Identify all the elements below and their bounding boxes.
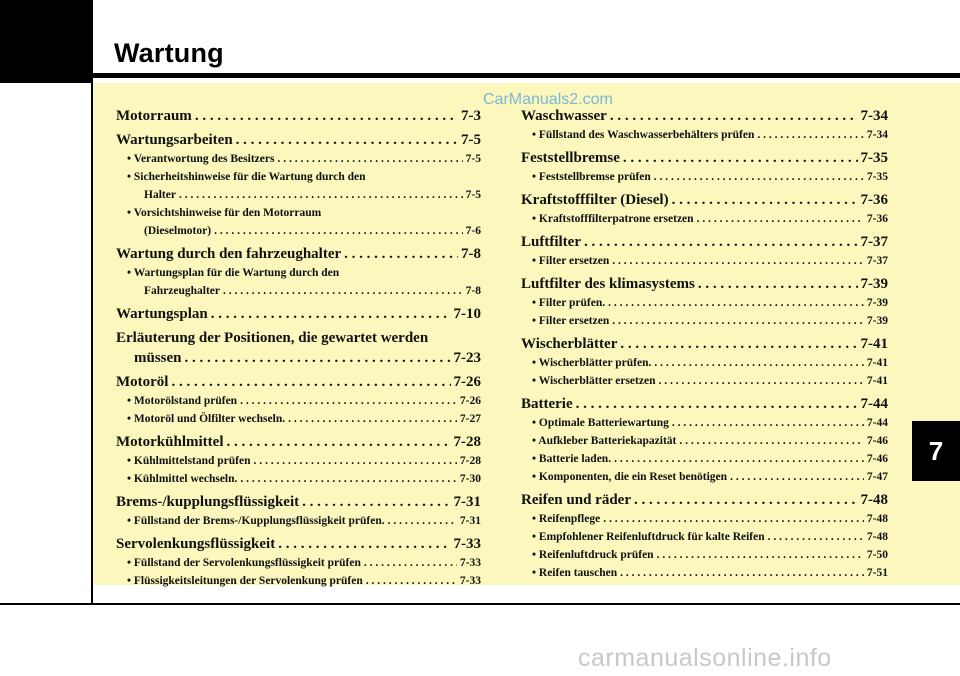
- toc-subentry-wischer-pr[interactable]: • Wischerblätter prüfen. . . . 7-41: [521, 354, 888, 372]
- toc-column-right: [521, 106, 888, 582]
- toc-entry-wartungsplan[interactable]: Wartungsplan . . . 7-10: [116, 304, 481, 324]
- toc-subentry-feststell-pr[interactable]: • Feststellbremse prüfen . . . 7-35: [521, 168, 888, 186]
- toc-entry-erlaeuterung-line2[interactable]: müssen . . . 7-23: [116, 348, 481, 368]
- toc-entry-wischer[interactable]: Wischerblätter . . . 7-41: [521, 334, 888, 354]
- toc-subentry-kuehlstand[interactable]: • Kühlmittelstand prüfen . . . 7-28: [116, 452, 481, 470]
- footer-rule: [0, 603, 960, 605]
- toc-subentry-batt-laden[interactable]: • Batterie laden. . . . 7-46: [521, 450, 888, 468]
- toc-entry-reifen[interactable]: Reifen und räder . . . 7-48: [521, 490, 888, 510]
- toc-entry-motorraum[interactable]: Motorraum . . . 7-3: [116, 106, 481, 126]
- toc-subentry-kuehlwechsel[interactable]: • Kühlmittel wechseln. . . . 7-30: [116, 470, 481, 488]
- toc-entry-batterie[interactable]: Batterie . . . 7-44: [521, 394, 888, 414]
- toc-subentry-servo-leit[interactable]: • Flüssigkeitsleitungen der Servolenkung prüfen . . . 7-33: [116, 572, 481, 590]
- toc-subentry-batt-kap[interactable]: • Aufkleber Batteriekapazität . . . 7-46: [521, 432, 888, 450]
- toc-subentry-batt-wart[interactable]: • Optimale Batteriewartung . . . 7-44: [521, 414, 888, 432]
- toc-subentry-vorsicht-line2[interactable]: (Dieselmotor) . . . 7-6: [116, 222, 481, 240]
- toc-entry-kuehlmittel[interactable]: Motorkühlmittel . . . 7-28: [116, 432, 481, 452]
- toc-subentry-sicherheit-line1[interactable]: • Sicherheitshinweise für die Wartung durch den: [127, 171, 366, 183]
- toc-subentry-verantwortung[interactable]: • Verantwortung des Besitzers . . . 7-5: [116, 150, 481, 168]
- toc-subentry-klima-ers[interactable]: • Filter ersetzen . . . 7-39: [521, 312, 888, 330]
- toc-subentry-wasch-stand[interactable]: • Füllstand des Waschwasserbehälters prüfen . . . 7-34: [521, 126, 888, 144]
- toc-subentry-wplan-line2[interactable]: Fahrzeughalter . . . 7-8: [116, 282, 481, 300]
- toc-subentry-reifenpflege[interactable]: • Reifenpflege . . . 7-48: [521, 510, 888, 528]
- margin-rule: [91, 83, 93, 605]
- toc-entry-erlaeuterung-line1[interactable]: Erläuterung der Positionen, die gewartet werden: [116, 330, 429, 346]
- toc-entry-fahrzeughalter[interactable]: Wartung durch den fahrzeughalter . . . 7-8: [116, 244, 481, 264]
- toc-entry-waschwasser[interactable]: Waschwasser . . . 7-34: [521, 106, 888, 126]
- toc-entry-motoroel[interactable]: Motoröl . . . 7-26: [116, 372, 481, 392]
- toc-subentry-sicherheit-line2[interactable]: Halter . . . 7-5: [116, 186, 481, 204]
- toc-entry-feststell[interactable]: Feststellbremse . . . 7-35: [521, 148, 888, 168]
- toc-subentry-reifen-tausch[interactable]: • Reifen tauschen . . . 7-51: [521, 564, 888, 582]
- toc-entry-kraftstoff[interactable]: Kraftstofffilter (Diesel) . . . 7-36: [521, 190, 888, 210]
- chapter-tab[interactable]: 7: [912, 421, 960, 481]
- toc-subentry-bremsfl-stand[interactable]: • Füllstand der Brems-/Kupplungsflüssigkeit prüfen. . . . 7-31: [116, 512, 481, 530]
- toc-column-left: [116, 106, 481, 590]
- page-title: Wartung: [114, 38, 224, 68]
- toc-subentry-wplan-line1[interactable]: • Wartungsplan für die Wartung durch den: [127, 267, 340, 279]
- toc-entry-klima[interactable]: Luftfilter des klimasystems . . . 7-39: [521, 274, 888, 294]
- toc-subentry-luftfilter-ers[interactable]: • Filter ersetzen . . . 7-37: [521, 252, 888, 270]
- toc-subentry-oelwechsel[interactable]: • Motoröl und Ölfilter wechseln. . . . 7-27: [116, 410, 481, 428]
- toc-subentry-reifen-druck[interactable]: • Reifenluftdruck prüfen . . . 7-50: [521, 546, 888, 564]
- toc-subentry-batt-reset[interactable]: • Komponenten, die ein Reset benötigen . . . 7-47: [521, 468, 888, 486]
- toc-subentry-wischer-ers[interactable]: • Wischerblätter ersetzen . . . 7-41: [521, 372, 888, 390]
- toc-subentry-klima-pr[interactable]: • Filter prüfen. . . . 7-39: [521, 294, 888, 312]
- toc-subentry-oelstand[interactable]: • Motorölstand prüfen . . . 7-26: [116, 392, 481, 410]
- toc-subentry-vorsicht-line1[interactable]: • Vorsichtshinweise für den Motorraum: [127, 207, 322, 219]
- watermark-top: CarManuals2.com: [483, 91, 613, 108]
- toc-entry-wartungsarbeiten[interactable]: Wartungsarbeiten . . . 7-5: [116, 130, 481, 150]
- title-rule: [93, 73, 960, 78]
- toc-entry-luftfilter[interactable]: Luftfilter . . . 7-37: [521, 232, 888, 252]
- corner-block: [0, 0, 93, 83]
- toc-subentry-reifen-empf[interactable]: • Empfohlener Reifenluftdruck für kalte Reifen . . . 7-48: [521, 528, 888, 546]
- toc-entry-bremsfl[interactable]: Brems-/kupplungsflüssigkeit . . . 7-31: [116, 492, 481, 512]
- toc-subentry-servo-stand[interactable]: • Füllstand der Servolenkungsflüssigkeit prüfen . . . 7-33: [116, 554, 481, 572]
- toc-entry-servo[interactable]: Servolenkungsflüssigkeit . . . 7-33: [116, 534, 481, 554]
- watermark-bottom: carmanualsonline.info: [578, 644, 832, 672]
- toc-subentry-kraftstoff-ers[interactable]: • Kraftstofffilterpatrone ersetzen . . . 7-36: [521, 210, 888, 228]
